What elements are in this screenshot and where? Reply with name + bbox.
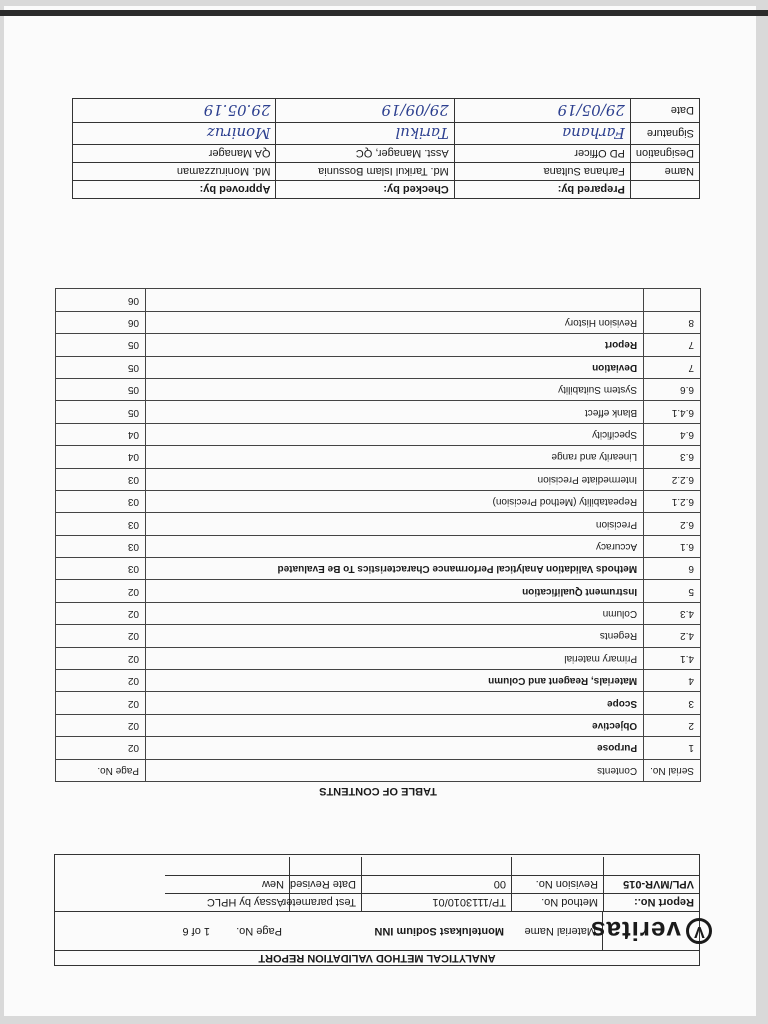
method-no-value: TP/1113010/01 <box>361 893 511 911</box>
toc-serial: 4.3 <box>644 602 701 624</box>
scan-edge <box>0 10 768 16</box>
toc-page: 03 <box>56 490 146 512</box>
toc-page: 05 <box>56 356 146 378</box>
signoff-name-row <box>73 163 700 181</box>
toc-content: Primary material <box>146 647 644 669</box>
checked-designation: Asst. Manager, QC <box>276 145 454 163</box>
revision-label: Revision No. <box>511 875 603 893</box>
toc-row <box>56 401 701 423</box>
toc-content: Revision History <box>146 311 644 333</box>
toc-row <box>56 692 701 714</box>
toc-page: 04 <box>56 423 146 445</box>
toc-col-page: Page No. <box>56 759 146 781</box>
toc-page: 02 <box>56 670 146 692</box>
toc-page: 03 <box>56 535 146 557</box>
revision-value: 00 <box>361 875 511 893</box>
toc-page: 05 <box>56 401 146 423</box>
blank-cell <box>603 857 699 875</box>
method-no-label: Method No. <box>511 893 603 911</box>
toc-serial: 8 <box>644 311 701 333</box>
toc-row <box>56 423 701 445</box>
toc-row <box>56 468 701 490</box>
approved-date: 29.05.19 <box>73 99 276 123</box>
prepared-designation: PD Officer <box>454 145 630 163</box>
approved-designation: QA Manager <box>73 145 276 163</box>
toc-header-row <box>56 759 701 781</box>
test-param-label: Test parameter <box>289 893 361 911</box>
toc-page: 02 <box>56 647 146 669</box>
toc-page: 03 <box>56 513 146 535</box>
report-info-grid <box>55 857 699 911</box>
signoff-table <box>72 98 700 199</box>
toc-content: Linearity and range <box>146 446 644 468</box>
veritas-mark-icon: V <box>686 918 712 944</box>
toc-content: Column <box>146 602 644 624</box>
toc-page: 05 <box>56 378 146 400</box>
toc-serial: 4.2 <box>644 625 701 647</box>
name-label: Name <box>630 163 699 181</box>
designation-label: Designation <box>630 145 699 163</box>
date-label: Date <box>630 99 699 123</box>
toc-content: Specificity <box>146 423 644 445</box>
checked-by-label: Checked by: <box>276 181 454 199</box>
toc-content: Materials, Reagent and Column <box>146 670 644 692</box>
toc-page: 03 <box>56 558 146 580</box>
toc-row <box>56 580 701 602</box>
prepared-name: Farhana Sultana <box>454 163 630 181</box>
toc-row <box>56 714 701 736</box>
prepared-date: 29/05/19 <box>454 99 630 123</box>
toc-serial: 6.1 <box>644 535 701 557</box>
checked-name: Md. Tarikul Islam Bossunia <box>276 163 454 181</box>
toc-page: 06 <box>56 311 146 333</box>
signoff-designation-row <box>73 145 700 163</box>
blank-cell <box>361 857 511 875</box>
report-header <box>54 854 705 966</box>
toc-content: Accuracy <box>146 535 644 557</box>
toc-row <box>56 334 701 356</box>
prepared-by-label: Prepared by: <box>454 181 630 199</box>
toc-content: Instrument Qualification <box>146 580 644 602</box>
toc-row <box>56 647 701 669</box>
toc-content: Precision <box>146 513 644 535</box>
toc-row <box>56 535 701 557</box>
toc-content: Intermediate Precision <box>146 468 644 490</box>
checked-date: 29/09/19 <box>276 99 454 123</box>
date-revised-value: New <box>165 875 289 893</box>
toc-content: Purpose <box>146 737 644 759</box>
blank-cell <box>630 181 699 199</box>
toc-page: 02 <box>56 714 146 736</box>
toc-serial: 1 <box>644 737 701 759</box>
toc-content: Regents <box>146 625 644 647</box>
toc-content: Methods Validation Analytical Performance Characteristics To Be Evaluated <box>146 558 644 580</box>
toc-content: Objective <box>146 714 644 736</box>
toc-serial: 6 <box>644 558 701 580</box>
toc-content: Repeatability (Method Precision) <box>146 490 644 512</box>
toc-row <box>56 378 701 400</box>
toc-row <box>56 558 701 580</box>
toc-row <box>56 311 701 333</box>
toc-row <box>56 737 701 759</box>
toc-col-serial: Serial No. <box>644 759 701 781</box>
toc-content: Blank effect <box>146 401 644 423</box>
toc-row <box>56 513 701 535</box>
toc-page: 02 <box>56 580 146 602</box>
toc-page: 05 <box>56 334 146 356</box>
page-label: Page No. <box>236 925 282 937</box>
toc-serial: 2 <box>644 714 701 736</box>
material-row <box>55 912 602 950</box>
toc-content <box>146 289 644 311</box>
toc-row <box>56 356 701 378</box>
toc-content: Report <box>146 334 644 356</box>
logo-text: veritas <box>590 916 681 947</box>
toc-page: 04 <box>56 446 146 468</box>
signoff-date-row <box>73 99 700 123</box>
toc-serial: 6.4.1 <box>644 401 701 423</box>
checked-signature: Tarikul <box>276 123 454 145</box>
signoff-signature-row <box>73 123 700 145</box>
test-param-value: Assay by HPLC <box>165 893 289 911</box>
logo-cell <box>590 912 705 950</box>
toc-serial: 5 <box>644 580 701 602</box>
signature-label: Signature <box>630 123 699 145</box>
approved-signature: Moniruz <box>73 123 276 145</box>
blank-cell <box>511 857 603 875</box>
veritas-logo <box>590 916 712 947</box>
toc-serial: 7 <box>644 334 701 356</box>
toc-title: TABLE OF CONTENTS <box>319 785 437 797</box>
toc-serial: 6.4 <box>644 423 701 445</box>
toc-page: 02 <box>56 692 146 714</box>
toc-serial: 6.2.2 <box>644 468 701 490</box>
toc-serial: 4 <box>644 670 701 692</box>
report-no-label: Report No.: <box>603 893 699 911</box>
toc-serial: 4.1 <box>644 647 701 669</box>
page-value: 1 of 6 <box>182 925 210 937</box>
toc-serial: 6.6 <box>644 378 701 400</box>
prepared-signature: Farhana <box>454 123 630 145</box>
blank-cell <box>165 857 289 875</box>
toc-serial <box>644 289 701 311</box>
toc-row <box>56 670 701 692</box>
report-title: ANALYTICAL METHOD VALIDATION REPORT <box>55 950 699 965</box>
toc-page: 03 <box>56 468 146 490</box>
toc-content: System Suitability <box>146 378 644 400</box>
material-value: Montelukast Sodium INN <box>374 925 504 937</box>
approved-by-label: Approved by: <box>73 181 276 199</box>
toc-content: Scope <box>146 692 644 714</box>
toc-page: 02 <box>56 625 146 647</box>
toc-page: 02 <box>56 602 146 624</box>
signoff-header-row <box>73 181 700 199</box>
blank-cell <box>289 857 361 875</box>
toc-row <box>56 625 701 647</box>
toc-serial: 6.3 <box>644 446 701 468</box>
toc-row <box>56 490 701 512</box>
toc-serial: 7 <box>644 356 701 378</box>
toc-row <box>56 289 701 311</box>
toc-col-contents: Contents <box>146 759 644 781</box>
toc-page: 02 <box>56 737 146 759</box>
toc-serial: 3 <box>644 692 701 714</box>
material-label: Material Name <box>524 925 596 937</box>
toc-serial: 6.2.1 <box>644 490 701 512</box>
toc-row <box>56 602 701 624</box>
toc-table <box>55 288 701 782</box>
report-no-value: VPL/MVR-015 <box>603 875 699 893</box>
approved-name: Md. Moniruzzaman <box>73 163 276 181</box>
toc-serial: 6.2 <box>644 513 701 535</box>
toc-page: 06 <box>56 289 146 311</box>
toc-content: Deviation <box>146 356 644 378</box>
date-revised-label: Date Revised <box>289 875 361 893</box>
toc-row <box>56 446 701 468</box>
